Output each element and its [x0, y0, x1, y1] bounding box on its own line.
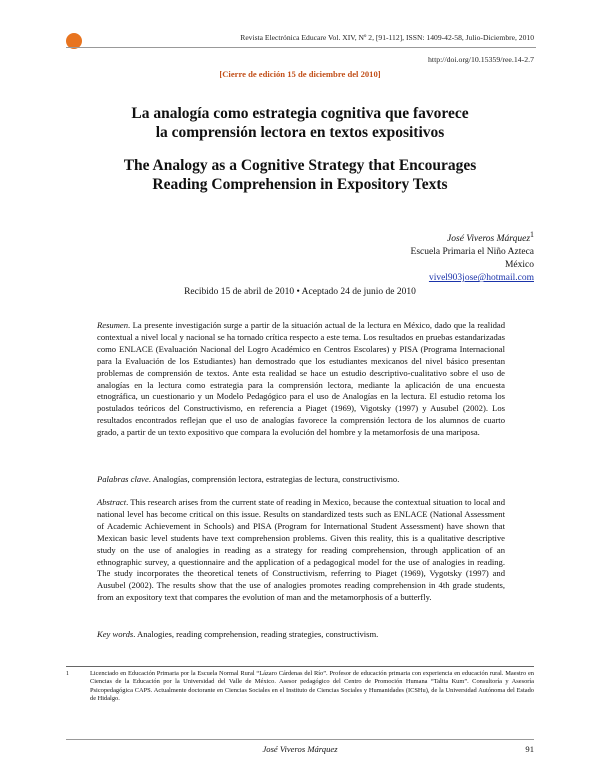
author-country: México	[504, 260, 534, 271]
abstract-english-label: Abstract	[97, 497, 127, 507]
author-name: José Viveros Márquez	[447, 234, 531, 245]
title-english	[66, 156, 534, 194]
received-accepted-dates: Recibido 15 de abril de 2010 • Aceptado 24 de junio de 2010	[184, 287, 416, 297]
footnote-mark: 1	[66, 671, 69, 677]
title-spanish-line1: La analogía como estrategia cognitiva que favorece	[131, 105, 469, 122]
footer-author: José Viveros Márquez	[262, 744, 338, 754]
keywords-spanish	[97, 474, 505, 486]
author-email-link[interactable]: vivel903jose@hotmail.com	[428, 273, 534, 284]
footnote-text: Licenciado en Educación Primaria por la Escuela Normal Rural “Lázaro Cárdenas del Río”. Profesor de educación primaria con experiencia en educación rural. Maestro en Ciencias de la Educación por la Universidad del Valle de México. Asesor pedagógico del Centro de Promoción Humana “Talita Kum”. Consultoría y Asesoría Psicopedagógica CAPS. Actualmente doctorante en Ciencias Sociales en el Instituto de Ciencias Sociales y Humanidades (ICSHu), de la Universidad Autónoma del Estado de Hidalgo.	[90, 670, 534, 703]
keywords-english	[97, 629, 505, 641]
author-block	[411, 228, 534, 285]
header-rule	[66, 47, 536, 48]
footnote	[66, 670, 534, 704]
abstract-spanish-text: . La presente investigación surge a partir de la situación actual de la lectura en México, dado que la realidad contextual a nivel local y nacional se ha tornado crítica respecto a este tema. Los resultados en pruebas estandarizadas como ENLACE (Evaluación Nacional del Logro Académico en Centros Escolares) y PISA (Programa Internacional para la Evaluación de los Estudiantes) han demostrado que los estudiantes mexicanos del nivel básico presentan problemas de comprensión de textos. Ante esta realidad se hace un estudio descriptivo-cualitativo sobre el uso de analogías en la lectura como estrategia para la comprensión lectora, mediante la aplicación de una encuesta etnográfica, un cuestionario y un Modelo Pedagógico para el uso de Analogías en la lectura. El estudio retoma los postulados teóricos del Constructivismo, en referencia a Piaget (1969), Vigotsky (1997) y Ausubel (2002). Los resultados encontrados reflejan que el uso de analogías favorece la comprensión lectora de los alumnos de cuarto grado, a partir de un texto expositivo que compara la evolución del hombre y la metamorfosis de una mariposa.	[97, 320, 505, 438]
abstract-spanish-label: Resumen	[97, 320, 129, 330]
keywords-spanish-text: . Analogías, comprensión lectora, estrategias de lectura, constructivismo.	[148, 474, 400, 484]
page-number: 91	[525, 744, 534, 754]
author-affiliation: Escuela Primaria el Niño Azteca	[410, 247, 534, 258]
abstract-spanish	[97, 320, 505, 439]
abstract-english-text: . This research arises from the current state of reading in Mexico, because the contextual situation to local and national level has become critical on this issue. Results on standardized tests such as ENLACE (National Assessment of Academic Achievement in Schools) and PISA (Program for International Student Assessment) have shown that Mexican basic level students have text comprehension problems. Given this reality, this is a qualitative descriptive study on the use of analogies in reading as a strategy for reading comprehension, through application of an ethnographic survey, a questionnaire and the application of a pedagogical model for the use of analogies in reading. The study incorporates the theoretical tenets of Constructivism, referring to Piaget (1969), Vygotsky (1997) and Ausubel (2002). The results show that the use of analogies promotes reading comprehension in 4th grade students, from an expository text that compares the evolution of man and the metamorphosis of a butterfly.	[97, 497, 505, 603]
footnote-rule	[66, 666, 534, 667]
title-english-line1: The Analogy as a Cognitive Strategy that Encourages	[123, 157, 477, 174]
abstract-english	[97, 497, 505, 604]
title-spanish-line2: la comprensión lectora en textos expositivos	[155, 124, 445, 141]
author-footnote-mark[interactable]: 1	[530, 230, 534, 239]
keywords-spanish-label: Palabras clave	[97, 474, 149, 484]
title-english-line2: Reading Comprehension in Expository Texts	[152, 176, 448, 193]
journal-citation: Revista Electrónica Educare Vol. XIV, Nº 2, [91-112], ISSN: 1409-42-58, Julio-Diciembre, 2010	[240, 33, 534, 42]
closing-note: [Cierre de edición 15 de diciembre del 2010]	[219, 69, 381, 79]
title-spanish	[66, 104, 534, 142]
keywords-english-label: Key words	[97, 629, 134, 639]
doi-link[interactable]: http://doi.org/10.15359/ree.14-2.7	[428, 55, 534, 64]
footer-rule	[66, 739, 534, 740]
keywords-english-text: . Analogies, reading comprehension, reading strategies, constructivism.	[133, 629, 379, 639]
